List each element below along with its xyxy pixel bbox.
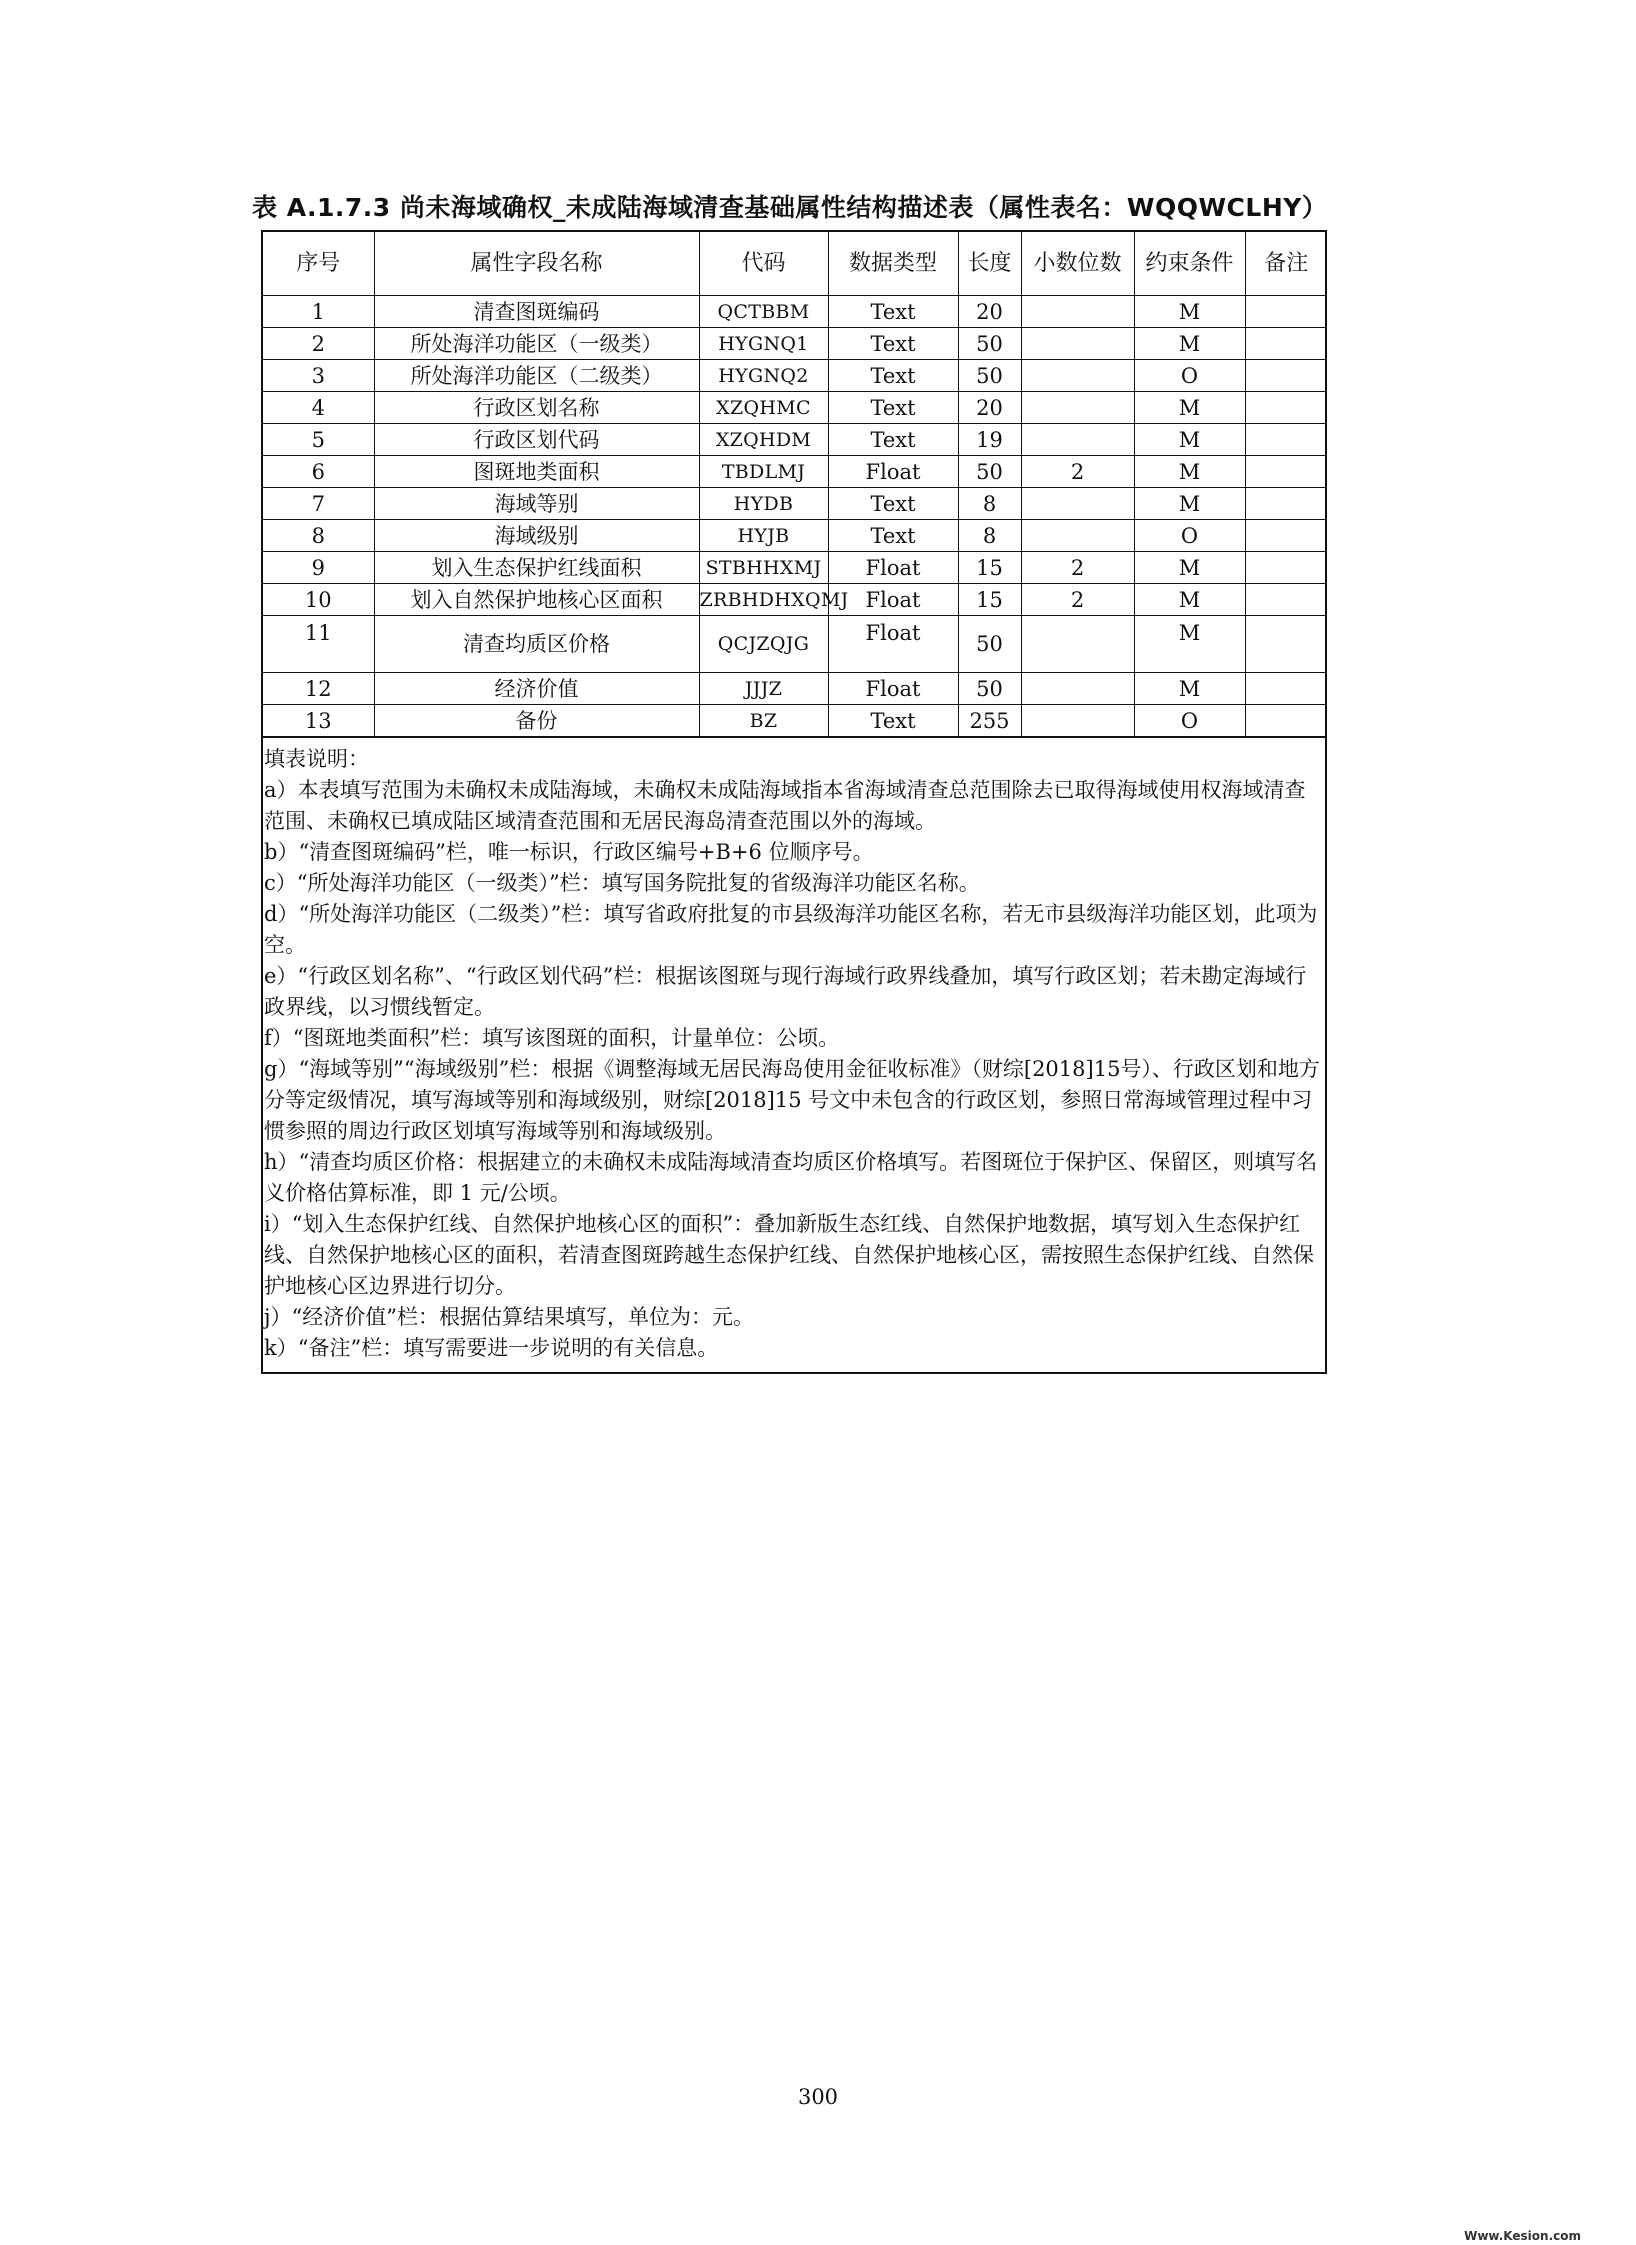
cell-field-name: 划入自然保护地核心区面积 bbox=[374, 584, 699, 616]
cell-index: 9 bbox=[263, 552, 374, 584]
cell-data-type: Text bbox=[828, 488, 958, 520]
cell-data-type: Text bbox=[828, 392, 958, 424]
cell-constraint: M bbox=[1134, 392, 1245, 424]
cell-field-name: 所处海洋功能区（二级类） bbox=[374, 360, 699, 392]
cell-length: 50 bbox=[958, 616, 1021, 673]
cell-length: 50 bbox=[958, 673, 1021, 705]
cell-field-name: 所处海洋功能区（一级类） bbox=[374, 328, 699, 360]
cell-index: 12 bbox=[263, 673, 374, 705]
cell-remarks bbox=[1245, 552, 1327, 584]
cell-index: 8 bbox=[263, 520, 374, 552]
cell-index: 10 bbox=[263, 584, 374, 616]
header-index: 序号 bbox=[263, 232, 374, 296]
cell-constraint: M bbox=[1134, 456, 1245, 488]
cell-length: 15 bbox=[958, 552, 1021, 584]
cell-index: 3 bbox=[263, 360, 374, 392]
table-row bbox=[263, 424, 1327, 456]
cell-decimals bbox=[1021, 328, 1134, 360]
cell-field-name: 海域等别 bbox=[374, 488, 699, 520]
header-constraint: 约束条件 bbox=[1134, 232, 1245, 296]
instruction-item-b: b）“清查图斑编码”栏，唯一标识，行政区编号+B+6 位顺序号。 bbox=[264, 840, 874, 864]
cell-index: 6 bbox=[263, 456, 374, 488]
table-row bbox=[263, 296, 1327, 328]
header-remarks: 备注 bbox=[1245, 232, 1327, 296]
cell-field-name: 划入生态保护红线面积 bbox=[374, 552, 699, 584]
fill-instructions bbox=[263, 737, 1325, 1372]
cell-length: 50 bbox=[958, 328, 1021, 360]
cell-decimals bbox=[1021, 296, 1134, 328]
cell-decimals bbox=[1021, 616, 1134, 673]
cell-code: HYDB bbox=[699, 488, 828, 520]
cell-data-type: Float bbox=[828, 673, 958, 705]
cell-remarks bbox=[1245, 705, 1327, 737]
instruction-item-h: h）“清查均质区价格：根据建立的未确权未成陆海域清查均质区价格填写。若图斑位于保护区、保留区，则填写名义价格估算标准，即 1 元/公顷。 bbox=[264, 1150, 1318, 1205]
cell-remarks bbox=[1245, 424, 1327, 456]
cell-data-type: Float bbox=[828, 552, 958, 584]
cell-remarks bbox=[1245, 520, 1327, 552]
cell-code: STBHHXMJ bbox=[699, 552, 828, 584]
cell-remarks bbox=[1245, 328, 1327, 360]
cell-constraint: M bbox=[1134, 488, 1245, 520]
cell-data-type: Float bbox=[828, 616, 958, 673]
cell-constraint: M bbox=[1134, 424, 1245, 456]
header-field-name: 属性字段名称 bbox=[374, 232, 699, 296]
cell-constraint: M bbox=[1134, 584, 1245, 616]
cell-constraint: M bbox=[1134, 673, 1245, 705]
cell-data-type: Text bbox=[828, 520, 958, 552]
cell-field-name: 海域级别 bbox=[374, 520, 699, 552]
cell-length: 19 bbox=[958, 424, 1021, 456]
cell-length: 15 bbox=[958, 584, 1021, 616]
cell-length: 20 bbox=[958, 296, 1021, 328]
instruction-item-g: g）“海域等别”“海域级别”栏：根据《调整海域无居民海岛使用金征收标准》（财综[2018]15号）、行政区划和地方分等定级情况，填写海域等别和海域级别，财综[2018]15 号文中未包含的行政区划，参照日常海域管理过程中习惯参照的周边行政区划填写海域等别和海域级别。 bbox=[264, 1057, 1320, 1143]
cell-remarks bbox=[1245, 456, 1327, 488]
cell-field-name: 备份 bbox=[374, 705, 699, 737]
instruction-item-d: d）“所处海洋功能区（二级类）”栏：填写省政府批复的市县级海洋功能区名称，若无市县级海洋功能区划，此项为空。 bbox=[264, 902, 1318, 957]
table-row bbox=[263, 673, 1327, 705]
cell-remarks bbox=[1245, 296, 1327, 328]
cell-code: XZQHDM bbox=[699, 424, 828, 456]
attribute-table-frame bbox=[261, 230, 1327, 1374]
cell-data-type: Text bbox=[828, 424, 958, 456]
cell-decimals bbox=[1021, 673, 1134, 705]
cell-index: 5 bbox=[263, 424, 374, 456]
cell-index: 4 bbox=[263, 392, 374, 424]
table-row bbox=[263, 584, 1327, 616]
cell-remarks bbox=[1245, 616, 1327, 673]
cell-code: HYGNQ1 bbox=[699, 328, 828, 360]
instruction-item-f: f）“图斑地类面积”栏：填写该图斑的面积，计量单位：公顷。 bbox=[264, 1026, 840, 1050]
cell-length: 20 bbox=[958, 392, 1021, 424]
cell-data-type: Text bbox=[828, 328, 958, 360]
cell-length: 50 bbox=[958, 456, 1021, 488]
header-length: 长度 bbox=[958, 232, 1021, 296]
table-row bbox=[263, 456, 1327, 488]
cell-remarks bbox=[1245, 360, 1327, 392]
table-header-row bbox=[263, 232, 1327, 296]
cell-data-type: Text bbox=[828, 705, 958, 737]
cell-index: 1 bbox=[263, 296, 374, 328]
header-data-type: 数据类型 bbox=[828, 232, 958, 296]
cell-constraint: O bbox=[1134, 705, 1245, 737]
cell-remarks bbox=[1245, 673, 1327, 705]
site-watermark: Www.Kesion.com bbox=[1464, 2229, 1581, 2243]
header-decimals: 小数位数 bbox=[1021, 232, 1134, 296]
cell-field-name: 行政区划代码 bbox=[374, 424, 699, 456]
cell-length: 8 bbox=[958, 520, 1021, 552]
cell-constraint: M bbox=[1134, 616, 1245, 673]
cell-index: 13 bbox=[263, 705, 374, 737]
cell-decimals bbox=[1021, 392, 1134, 424]
instruction-item-e: e）“行政区划名称”、“行政区划代码”栏：根据该图斑与现行海域行政界线叠加，填写行政区划；若未勘定海域行政界线，以习惯线暂定。 bbox=[264, 964, 1307, 1019]
instruction-item-j: j）“经济价值”栏：根据估算结果填写，单位为：元。 bbox=[264, 1305, 754, 1329]
cell-remarks bbox=[1245, 584, 1327, 616]
table-row bbox=[263, 360, 1327, 392]
cell-constraint: M bbox=[1134, 296, 1245, 328]
cell-field-name: 经济价值 bbox=[374, 673, 699, 705]
header-code: 代码 bbox=[699, 232, 828, 296]
cell-code: TBDLMJ bbox=[699, 456, 828, 488]
cell-field-name: 图斑地类面积 bbox=[374, 456, 699, 488]
cell-index: 7 bbox=[263, 488, 374, 520]
table-row bbox=[263, 705, 1327, 737]
table-title: 表 A.1.7.3 尚未海域确权_未成陆海域清查基础属性结构描述表（属性表名：WQQWCLHY） bbox=[252, 193, 1328, 222]
cell-constraint: M bbox=[1134, 328, 1245, 360]
cell-decimals: 2 bbox=[1021, 456, 1134, 488]
cell-code: HYGNQ2 bbox=[699, 360, 828, 392]
cell-length: 8 bbox=[958, 488, 1021, 520]
cell-decimals bbox=[1021, 424, 1134, 456]
cell-remarks bbox=[1245, 392, 1327, 424]
cell-decimals bbox=[1021, 360, 1134, 392]
table-row bbox=[263, 520, 1327, 552]
cell-code: XZQHMC bbox=[699, 392, 828, 424]
table-row bbox=[263, 552, 1327, 584]
cell-code: JJJZ bbox=[699, 673, 828, 705]
instruction-item-k: k）“备注”栏：填写需要进一步说明的有关信息。 bbox=[264, 1336, 719, 1360]
cell-index: 2 bbox=[263, 328, 374, 360]
page-number: 300 bbox=[797, 2085, 839, 2109]
cell-code: BZ bbox=[699, 705, 828, 737]
cell-remarks bbox=[1245, 488, 1327, 520]
cell-field-name: 行政区划名称 bbox=[374, 392, 699, 424]
cell-constraint: O bbox=[1134, 360, 1245, 392]
table-row bbox=[263, 488, 1327, 520]
table-row bbox=[263, 328, 1327, 360]
cell-code: QCJZQJG bbox=[699, 616, 828, 673]
cell-field-name: 清查均质区价格 bbox=[374, 616, 699, 673]
cell-decimals: 2 bbox=[1021, 552, 1134, 584]
cell-decimals bbox=[1021, 520, 1134, 552]
cell-decimals bbox=[1021, 705, 1134, 737]
cell-length: 50 bbox=[958, 360, 1021, 392]
instruction-item-a: a）本表填写范围为未确权未成陆海域，未确权未成陆海域指本省海域清查总范围除去已取得海域使用权海域清查范围、未确权已填成陆区域清查范围和无居民海岛清查范围以外的海域。 bbox=[264, 778, 1306, 833]
cell-length: 255 bbox=[958, 705, 1021, 737]
cell-code: QCTBBM bbox=[699, 296, 828, 328]
attribute-structure-table bbox=[263, 232, 1327, 737]
cell-data-type: Text bbox=[828, 360, 958, 392]
table-row bbox=[263, 392, 1327, 424]
cell-index: 11 bbox=[263, 616, 374, 673]
instruction-item-c: c）“所处海洋功能区（一级类）”栏：填写国务院批复的省级海洋功能区名称。 bbox=[264, 871, 980, 895]
cell-decimals: 2 bbox=[1021, 584, 1134, 616]
cell-decimals bbox=[1021, 488, 1134, 520]
instruction-item-i: i）“划入生态保护红线、自然保护地核心区的面积”：叠加新版生态红线、自然保护地数据，填写划入生态保护红线、自然保护地核心区的面积，若清查图斑跨越生态保护红线、自然保护地核心区，需按照生态保护红线、自然保护地核心区边界进行切分。 bbox=[264, 1212, 1314, 1298]
cell-constraint: O bbox=[1134, 520, 1245, 552]
cell-field-name: 清查图斑编码 bbox=[374, 296, 699, 328]
cell-code: ZRBHDHXQMJ bbox=[699, 584, 828, 616]
cell-data-type: Float bbox=[828, 456, 958, 488]
table-row bbox=[263, 616, 1327, 673]
cell-code: HYJB bbox=[699, 520, 828, 552]
instructions-heading: 填表说明： bbox=[264, 747, 369, 771]
cell-data-type: Float bbox=[828, 584, 958, 616]
cell-data-type: Text bbox=[828, 296, 958, 328]
cell-constraint: M bbox=[1134, 552, 1245, 584]
